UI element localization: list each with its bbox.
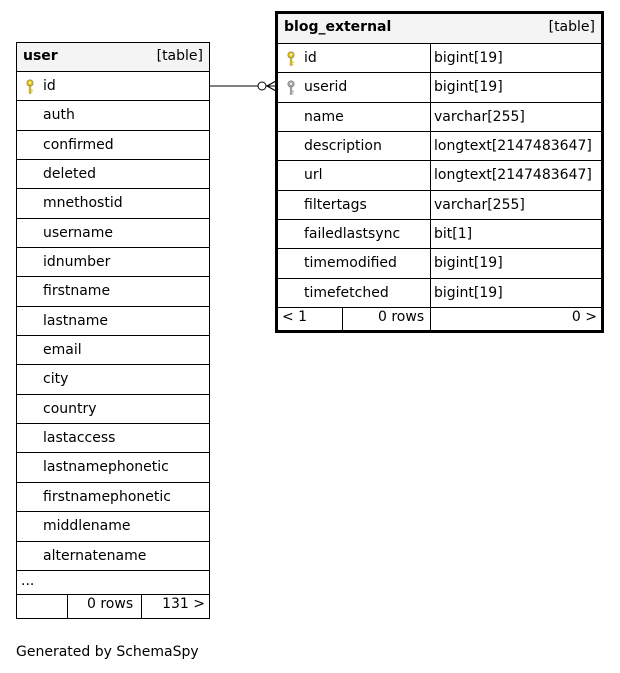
column-name: name xyxy=(304,108,344,125)
column-type: varchar[255] xyxy=(430,103,601,131)
blog-column-row[interactable] xyxy=(278,279,601,308)
blog-external-table-footer xyxy=(278,308,601,331)
user-column-row[interactable] xyxy=(17,365,209,394)
generated-by-text: Generated by SchemaSpy xyxy=(16,644,199,660)
column-name: firstnamephonetic xyxy=(43,488,171,505)
column-name: lastnamephonetic xyxy=(43,459,169,476)
blog-external-table-name: blog_external xyxy=(284,19,392,35)
column-name: deleted xyxy=(43,166,96,183)
column-name: description xyxy=(304,138,382,155)
column-name: id xyxy=(43,78,56,94)
blog-parent-count[interactable]: < 1 xyxy=(282,309,308,326)
user-table-columns xyxy=(17,72,209,571)
column-type: varchar[255] xyxy=(430,191,601,219)
user-column-row[interactable] xyxy=(17,219,209,248)
user-column-row[interactable] xyxy=(17,395,209,424)
user-related-count[interactable]: 131 > xyxy=(162,595,205,612)
blog-column-row[interactable] xyxy=(278,249,601,278)
column-name: userid xyxy=(304,79,348,96)
column-name: idnumber xyxy=(43,254,111,271)
column-name: filtertags xyxy=(304,196,367,213)
user-table-more-row xyxy=(17,571,209,595)
user-column-row[interactable] xyxy=(17,424,209,453)
column-type: bigint[19] xyxy=(430,279,601,307)
primary-key-icon xyxy=(25,79,35,95)
blog-column-row[interactable] xyxy=(278,161,601,190)
column-name: lastname xyxy=(43,312,108,329)
user-column-row[interactable] xyxy=(17,512,209,541)
user-table-name: user xyxy=(23,48,58,64)
user-table[interactable] xyxy=(16,42,210,619)
column-name: auth xyxy=(43,107,75,124)
user-column-row[interactable] xyxy=(17,72,209,101)
user-column-row[interactable] xyxy=(17,483,209,512)
column-name: id xyxy=(304,50,317,66)
column-name: confirmed xyxy=(43,136,114,153)
column-name: failedlastsync xyxy=(304,226,401,243)
column-name: firstname xyxy=(43,283,111,300)
more-ellipsis: ... xyxy=(21,572,35,589)
column-type: longtext[2147483647] xyxy=(430,161,601,189)
primary-key-icon xyxy=(286,51,296,67)
foreign-key-icon xyxy=(286,80,296,96)
column-name: email xyxy=(43,342,82,359)
column-name: middlename xyxy=(43,518,131,535)
blog-external-table[interactable] xyxy=(275,11,604,333)
user-column-row[interactable] xyxy=(17,160,209,189)
blog-column-row[interactable] xyxy=(278,220,601,249)
user-column-row[interactable] xyxy=(17,277,209,306)
column-name: url xyxy=(304,167,323,184)
blog-column-row[interactable] xyxy=(278,132,601,161)
column-name: timefetched xyxy=(304,284,389,301)
column-name: timemodified xyxy=(304,255,397,272)
blog-external-table-header[interactable] xyxy=(278,14,601,44)
user-column-row[interactable] xyxy=(17,336,209,365)
column-name: city xyxy=(43,371,69,388)
blog-children-count[interactable]: 0 > xyxy=(571,309,597,326)
user-column-row[interactable] xyxy=(17,542,209,571)
column-type: bit[1] xyxy=(430,220,601,248)
blog-external-table-type: [table] xyxy=(548,19,595,35)
column-name: alternatename xyxy=(43,547,147,564)
column-name: lastaccess xyxy=(43,430,116,447)
user-rows-count: 0 rows xyxy=(87,595,134,612)
column-type: bigint[19] xyxy=(430,249,601,277)
column-name: username xyxy=(43,224,113,241)
user-column-row[interactable] xyxy=(17,189,209,218)
column-name: mnethostid xyxy=(43,195,123,212)
zero-optional-marker xyxy=(258,82,266,90)
blog-column-row[interactable] xyxy=(278,44,601,73)
blog-column-row[interactable] xyxy=(278,73,601,102)
blog-external-table-columns xyxy=(278,44,601,308)
column-type: bigint[19] xyxy=(430,73,601,101)
user-table-type: [table] xyxy=(156,48,203,64)
column-name: country xyxy=(43,400,97,417)
column-type: bigint[19] xyxy=(430,44,601,72)
column-type: longtext[2147483647] xyxy=(430,132,601,160)
blog-column-row[interactable] xyxy=(278,103,601,132)
user-column-row[interactable] xyxy=(17,307,209,336)
user-column-row[interactable] xyxy=(17,131,209,160)
blog-column-row[interactable] xyxy=(278,191,601,220)
user-table-footer xyxy=(17,595,209,618)
user-column-row[interactable] xyxy=(17,101,209,130)
user-column-row[interactable] xyxy=(17,453,209,482)
user-table-header[interactable] xyxy=(17,43,209,72)
user-column-row[interactable] xyxy=(17,248,209,277)
blog-rows-count: 0 rows xyxy=(378,309,425,326)
